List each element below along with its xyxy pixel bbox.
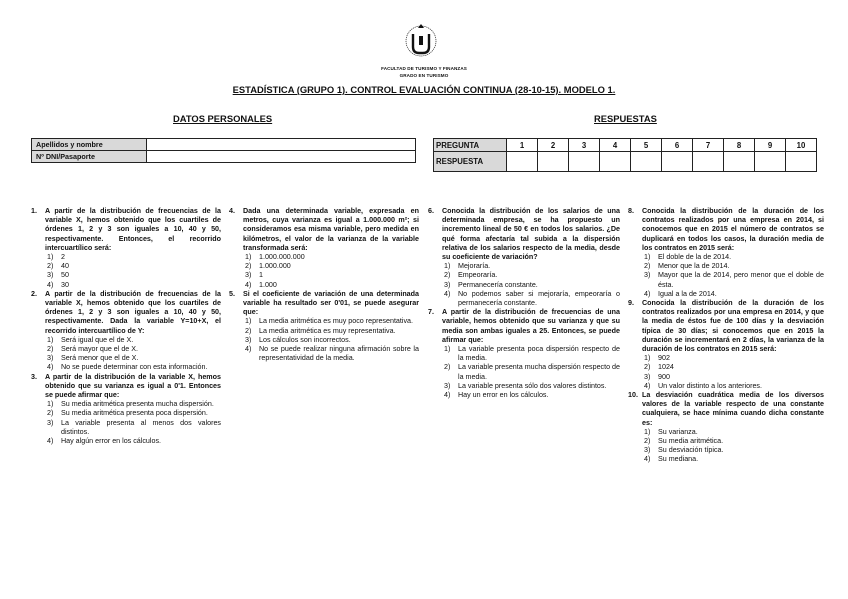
option-number: 2)	[245, 262, 252, 271]
answer-cell[interactable]	[631, 152, 662, 172]
question-column-4	[628, 207, 824, 465]
answer-row	[434, 152, 817, 172]
answer-option	[444, 271, 620, 280]
option-number: 4)	[644, 381, 651, 390]
answer-option	[644, 253, 824, 262]
option-number: 4)	[47, 437, 54, 446]
option-text: 2	[61, 253, 65, 262]
option-text: 40	[61, 262, 69, 271]
question-stem: A partir de la distribución de la variable X, hemos obtenido que su varianza es igual a 0'1. Entonces se puede afirmar que:	[45, 372, 221, 400]
option-text: La variable presenta al menos dos valores distintos.	[61, 418, 221, 436]
question-number: 1	[507, 139, 538, 152]
question-number: 6	[662, 139, 693, 152]
answer-option	[644, 382, 824, 391]
question-item	[229, 207, 419, 290]
option-text: La variable presenta sólo dos valores distintos.	[458, 381, 607, 390]
option-number: 3)	[47, 354, 54, 363]
answer-option	[47, 437, 221, 446]
option-number: 2)	[47, 345, 54, 354]
answer-option	[245, 281, 419, 290]
question-stem: A partir de la distribución de frecuencias de una variable, hemos obtenido que su varianza y que su media son ambas iguales a 25. Entonces, se puede afirmar que:	[442, 308, 620, 344]
option-number: 2)	[245, 326, 252, 335]
question-number: 4	[600, 139, 631, 152]
option-text: 902	[658, 354, 670, 363]
option-number: 3)	[47, 271, 54, 280]
option-number: 3)	[644, 372, 651, 381]
question-body	[642, 207, 824, 299]
question-body	[45, 290, 221, 373]
option-text: Mayor que la de 2014, pero menor que el doble de ésta.	[658, 271, 824, 289]
question-body	[45, 207, 221, 290]
question-item	[428, 207, 620, 308]
option-text: 1.000	[259, 280, 277, 289]
question-number: 2	[538, 139, 569, 152]
option-text: Menor que la de 2014.	[658, 262, 730, 271]
question-number: 8	[724, 139, 755, 152]
option-number: 3)	[644, 446, 651, 455]
answer-option	[644, 428, 824, 437]
option-number: 4)	[644, 455, 651, 464]
question-number-row	[434, 139, 817, 152]
answer-cell[interactable]	[507, 152, 538, 172]
option-text: Será mayor que el de X.	[61, 345, 139, 354]
option-text: La media aritmética es muy poco representativa.	[259, 317, 413, 326]
answer-option	[47, 400, 221, 409]
option-text: Hay un error en los cálculos.	[458, 391, 549, 400]
question-number: 5	[631, 139, 662, 152]
option-number: 1)	[245, 317, 252, 326]
option-number: 1)	[47, 400, 54, 409]
option-text: El doble de la de 2014.	[658, 253, 732, 262]
question-item	[628, 391, 824, 465]
answer-option	[644, 363, 824, 372]
answer-option	[47, 354, 221, 363]
option-number: 1)	[47, 253, 54, 262]
answer-cell[interactable]	[724, 152, 755, 172]
answer-option	[47, 253, 221, 262]
question-stem: Conocida la distribución de la duración de los contratos realizados por una empresa en 2014, y que la media de éstos fue de 100 días y la desviación típica de 30 días; si conocemos que en 2015 la duración se incrementará en 2 días, la varianza de la duración de los contratos en 2015 será:	[642, 299, 824, 354]
answer-option	[644, 262, 824, 271]
option-text: La media aritmética es muy representativa.	[259, 326, 396, 335]
answer-cell[interactable]	[569, 152, 600, 172]
option-number: 1)	[444, 262, 451, 271]
option-text: Los cálculos son incorrectos.	[259, 335, 351, 344]
question-body	[243, 290, 419, 364]
answer-option	[47, 336, 221, 345]
question-stem: A partir de la distribución de frecuencias de la variable X, hemos obtenido que los cuartiles de órdenes 1, 2 y 3 son iguales a 10, 40 y 50, respectivamente. Entonces, el recorrido intercuartílico será:	[45, 207, 221, 252]
question-stem: A partir de la distribución de frecuencias de la variable X, hemos obtenido que los cuartiles de órdenes 1, 2 y 3 son iguales a 10, 40 y 50, respectivamente. Dada la variable Y=10+X, el recorrido intercuartílico de Y:	[45, 289, 221, 335]
option-number: 4)	[444, 391, 451, 400]
question-number: 10.	[628, 391, 638, 400]
option-number: 4)	[444, 289, 451, 298]
question-body	[442, 207, 620, 308]
option-text: La variable presenta poca dispersión respecto de la media.	[458, 345, 620, 363]
answer-option	[444, 345, 620, 363]
answer-option	[444, 363, 620, 381]
question-number: 5.	[229, 289, 235, 298]
question-number: 3.	[31, 372, 37, 381]
option-text: Permanecería constante.	[458, 280, 538, 289]
option-text: 30	[61, 280, 69, 289]
option-text: 1.000.000.000	[259, 253, 305, 262]
option-text: La variable presenta mucha dispersión respecto de la media.	[458, 363, 620, 381]
option-number: 3)	[444, 280, 451, 289]
answer-option	[444, 262, 620, 271]
answer-option	[245, 317, 419, 326]
answer-option	[245, 253, 419, 262]
answers-table	[433, 138, 817, 172]
question-stem: Conocida la distribución de la duración de los contratos realizados por una empresa en 2014, si conocemos que en 2015 el número de contratos se duplicará en todos los casos, la duración media de los contratos en 2015 será:	[642, 207, 824, 252]
degree-name: GRADO EN TURISMO	[399, 73, 449, 78]
question-item	[428, 308, 620, 400]
answer-cell[interactable]	[662, 152, 693, 172]
answer-option	[444, 382, 620, 391]
option-number: 2)	[644, 262, 651, 271]
answer-option	[47, 281, 221, 290]
option-number: 1)	[644, 253, 651, 262]
answer-option	[47, 345, 221, 354]
option-number: 2)	[644, 363, 651, 372]
option-number: 4)	[47, 363, 54, 372]
question-item	[31, 207, 221, 290]
question-stem: Dada una determinada variable, expresada en metros, cuya varianza es igual a 1.000.000 m²; si consideramos esa misma variable, pero medida en kilómetros, el valor de la varianza de la variable transformada será:	[243, 207, 419, 252]
option-number: 3)	[47, 418, 54, 427]
question-column-2	[229, 207, 419, 363]
answer-option	[47, 419, 221, 437]
question-stem: La desviación cuadrática media de los diversos valores de la variable respecto de una constante cualquiera, se hace mínima cuando dicha constante es:	[642, 391, 824, 427]
question-number: 9	[755, 139, 786, 152]
question-item	[628, 299, 824, 391]
option-text: Un valor distinto a los anteriores.	[658, 381, 762, 390]
answer-cell[interactable]	[786, 152, 817, 172]
option-number: 3)	[245, 271, 252, 280]
option-number: 1)	[444, 345, 451, 354]
personal-data-table	[31, 138, 416, 163]
option-number: 3)	[245, 335, 252, 344]
option-text: Su media aritmética presenta poca dispersión.	[61, 409, 208, 418]
question-number: 10	[786, 139, 817, 152]
option-text: 1	[259, 271, 263, 280]
question-body	[442, 308, 620, 400]
option-text: Empeoraría.	[458, 271, 498, 280]
question-number: 9.	[628, 299, 634, 308]
option-text: Igual a la de 2014.	[658, 289, 717, 298]
question-body	[45, 373, 221, 447]
option-text: Será igual que el de X.	[61, 335, 134, 344]
option-number: 2)	[47, 409, 54, 418]
answer-option	[644, 290, 824, 299]
answer-option	[245, 327, 419, 336]
id-field[interactable]	[147, 151, 416, 163]
option-text: 50	[61, 271, 69, 280]
answer-cell[interactable]	[600, 152, 631, 172]
answer-cell[interactable]	[693, 152, 724, 172]
option-number: 3)	[444, 381, 451, 390]
option-number: 2)	[47, 262, 54, 271]
option-text: No se puede realizar ninguna afirmación sobre la representatividad de la media.	[259, 345, 419, 363]
answer-cell[interactable]	[538, 152, 569, 172]
option-text: No se puede determinar con esta información.	[61, 363, 208, 372]
question-column-1	[31, 207, 221, 446]
option-text: Su media aritmética presenta mucha dispersión.	[61, 400, 214, 409]
answer-option	[444, 290, 620, 308]
answer-option	[644, 354, 824, 363]
question-column-3	[428, 207, 620, 400]
question-stem: Si el coeficiente de variación de una determinada variable ha resultado ser 0'01, se puede asegurar que:	[243, 289, 419, 317]
answer-label: RESPUESTA	[434, 152, 507, 172]
name-row	[32, 139, 416, 151]
answer-option	[47, 409, 221, 418]
id-label: Nº DNI/Pasaporte	[32, 151, 147, 163]
question-stem: Conocida la distribución de los salarios de una determinada empresa, se ha propuesto un incremento lineal de 50 € en todos los salarios. ¿De qué forma afectaría tal subida a la dispersión relativa de los salarios respecto de la media, desde su coeficiente de variación?	[442, 207, 620, 262]
option-text: 1.000.000	[259, 262, 291, 271]
option-number: 1)	[47, 335, 54, 344]
answer-option	[245, 345, 419, 363]
option-text: Mejoraría.	[458, 262, 491, 271]
question-item	[31, 373, 221, 447]
answer-option	[47, 363, 221, 372]
option-text: 1024	[658, 363, 674, 372]
option-number: 4)	[245, 280, 252, 289]
question-body	[642, 299, 824, 391]
answer-option	[644, 446, 824, 455]
answer-cell[interactable]	[755, 152, 786, 172]
question-number: 7	[693, 139, 724, 152]
option-text: Hay algún error en los cálculos.	[61, 437, 162, 446]
answer-option	[644, 271, 824, 289]
option-number: 2)	[444, 363, 451, 372]
question-body	[642, 391, 824, 465]
option-text: Su media aritmética.	[658, 437, 724, 446]
question-number: 7.	[428, 308, 434, 317]
name-label: Apellidos y nombre	[32, 139, 147, 151]
question-number: 2.	[31, 289, 37, 298]
answer-option	[644, 455, 824, 464]
answer-option	[444, 391, 620, 400]
question-body	[243, 207, 419, 290]
question-item	[31, 290, 221, 373]
exam-title: ESTADÍSTICA (GRUPO 1). CONTROL EVALUACIÓN CONTINUA (28-10-15). MODELO 1.	[232, 84, 616, 95]
question-number: 4.	[229, 207, 235, 215]
option-number: 1)	[644, 427, 651, 436]
option-text: Su mediana.	[658, 455, 699, 464]
option-text: 900	[658, 372, 670, 381]
question-number: 3	[569, 139, 600, 152]
answer-option	[644, 373, 824, 382]
option-number: 4)	[245, 345, 252, 354]
option-number: 4)	[47, 280, 54, 289]
option-number: 3)	[644, 271, 651, 280]
name-field[interactable]	[147, 139, 416, 151]
university-logo	[396, 20, 446, 64]
question-item	[628, 207, 824, 299]
option-number: 1)	[644, 354, 651, 363]
question-item	[229, 290, 419, 364]
option-text: Su desviación típica.	[658, 446, 724, 455]
option-number: 4)	[644, 289, 651, 298]
option-text: Será menor que el de X.	[61, 354, 139, 363]
answer-option	[644, 437, 824, 446]
answer-option	[47, 262, 221, 271]
option-number: 2)	[644, 437, 651, 446]
answer-option	[47, 271, 221, 280]
option-number: 2)	[444, 271, 451, 280]
question-number: 8.	[628, 207, 634, 215]
question-number: 1.	[31, 207, 37, 215]
faculty-name: FACULTAD DE TURISMO Y FINANZAS	[381, 66, 467, 71]
answer-option	[245, 271, 419, 280]
answers-heading: RESPUESTAS	[594, 113, 657, 124]
answer-option	[444, 281, 620, 290]
option-text: No podemos saber si mejoraría, empeoraría o permanecería constante.	[458, 289, 620, 308]
option-number: 1)	[245, 253, 252, 262]
answer-option	[245, 336, 419, 345]
answer-option	[245, 262, 419, 271]
question-label: PREGUNTA	[434, 139, 507, 152]
id-row	[32, 151, 416, 163]
option-text: Su varianza.	[658, 427, 698, 436]
personal-data-heading: DATOS PERSONALES	[173, 113, 273, 124]
question-number: 6.	[428, 207, 434, 215]
